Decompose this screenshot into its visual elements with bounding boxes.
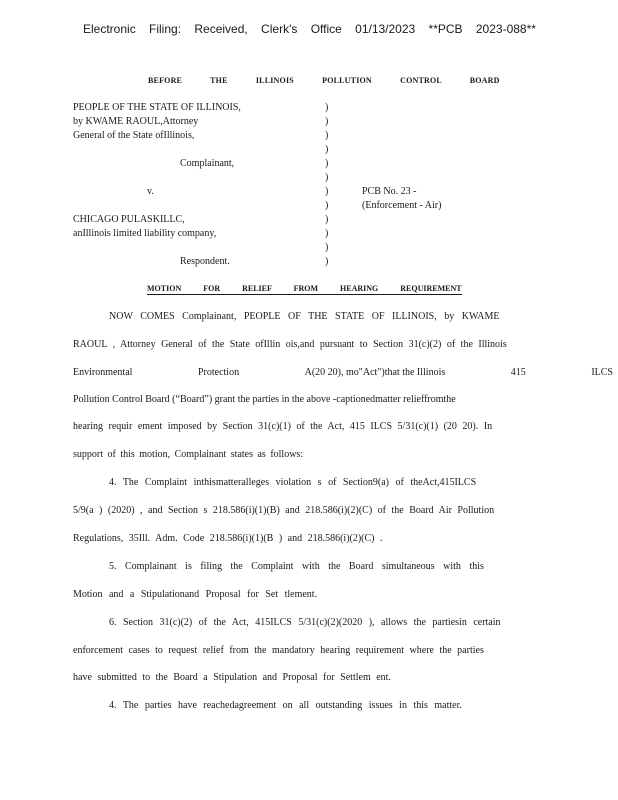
defendant-line: anIllinois limited liability company, bbox=[73, 228, 217, 239]
body-fragment: Environmental bbox=[73, 367, 133, 378]
paragraph-5-line: 5. Complainant is filing the Complaint with the Board simultaneous with this bbox=[109, 561, 484, 572]
body-line: Pollution Control Board (“Board”) grant the parties in the above -captionedmatter relieffromthe bbox=[73, 394, 456, 405]
paren: ) bbox=[325, 214, 329, 225]
paragraph-6-line: have submitted to the Board a Stipulation and Proposal for Settlem ent. bbox=[73, 672, 391, 683]
board-title: BEFORE THE ILLINOIS POLLUTION CONTROL BOARD bbox=[148, 76, 500, 85]
body-line: RAOUL , Attorney General of the State ofIllin ois,and pursuant to Section 31(c)(2) of the Illinois bbox=[73, 339, 507, 350]
paren: ) bbox=[325, 102, 329, 113]
body-line: support of this motion, Complainant states as follows: bbox=[73, 449, 304, 460]
body-line: hearing requir ement imposed by Section 31(c)(1) of the Act, 415 ILCS 5/31(c)(1) (20 20). In bbox=[73, 421, 493, 432]
body-line bbox=[73, 367, 613, 378]
paragraph-4-line: 4. The Complaint inthismatteralleges violation s of Section9(a) of theAct,415ILCS bbox=[109, 477, 477, 488]
paren: ) bbox=[325, 116, 329, 127]
defendant-caption bbox=[73, 213, 216, 241]
body-line: NOW COMES Complainant, PEOPLE OF THE STATE OF ILLINOIS, by KWAME bbox=[109, 311, 500, 322]
complainant-label: Complainant, bbox=[180, 158, 235, 169]
paragraph-4-line: Regulations, 35Ill. Adm. Code 218.586(i)(1)(B ) and 218.586(i)(2)(C) . bbox=[73, 533, 383, 544]
plaintiff-line: PEOPLE OF THE STATE OF ILLINOIS, bbox=[73, 102, 241, 113]
plaintiff-line: General of the State ofIllinois, bbox=[73, 130, 195, 141]
caption-divider bbox=[325, 101, 328, 269]
paren: ) bbox=[325, 158, 329, 169]
motion-title: MOTION FOR RELIEF FROM HEARING REQUIREMENT bbox=[147, 284, 462, 293]
paren: ) bbox=[325, 172, 329, 183]
case-info bbox=[362, 185, 441, 213]
paren: ) bbox=[325, 228, 329, 239]
plaintiff-line: by KWAME RAOUL,Attorney bbox=[73, 116, 199, 127]
paragraph-5-line: Motion and a Stipulationand Proposal for Set tlement. bbox=[73, 589, 318, 600]
paren: ) bbox=[325, 200, 329, 211]
body-fragment: A(20 20), mo"Act")that the Illinois bbox=[304, 367, 446, 378]
respondent-label: Respondent. bbox=[180, 256, 230, 267]
paren: ) bbox=[325, 242, 329, 253]
defendant-line: CHICAGO PULASKILLC, bbox=[73, 214, 185, 225]
paragraph-4-line: 5/9(a ) (2020) , and Section s 218.586(i)(1)(B) and 218.586(i)(2)(C) of the Board Air Pollution bbox=[73, 505, 495, 516]
paren: ) bbox=[325, 144, 329, 155]
paren: ) bbox=[325, 256, 329, 267]
filing-stamp: Electronic Filing: Received, Clerk's Office 01/13/2023 **PCB 2023-088** bbox=[83, 22, 536, 36]
versus-label: v. bbox=[147, 186, 154, 197]
paren: ) bbox=[325, 186, 329, 197]
plaintiff-caption bbox=[73, 101, 241, 143]
paren: ) bbox=[325, 130, 329, 141]
case-type: (Enforcement - Air) bbox=[362, 200, 442, 211]
paragraph-7-line: 4. The parties have reachedagreement on all outstanding issues in this matter. bbox=[109, 700, 462, 711]
paragraph-6-line: 6. Section 31(c)(2) of the Act, 415ILCS 5/31(c)(2)(2020 ), allows the partiesin certain bbox=[109, 617, 501, 628]
paragraph-6-line: enforcement cases to request relief from the mandatory hearing requirement where the parties bbox=[73, 645, 484, 656]
case-number: PCB No. 23 - bbox=[362, 186, 417, 197]
body-fragment: ILCS bbox=[591, 367, 613, 378]
body-fragment: 415 bbox=[510, 367, 526, 378]
body-fragment: Protection bbox=[197, 367, 240, 378]
